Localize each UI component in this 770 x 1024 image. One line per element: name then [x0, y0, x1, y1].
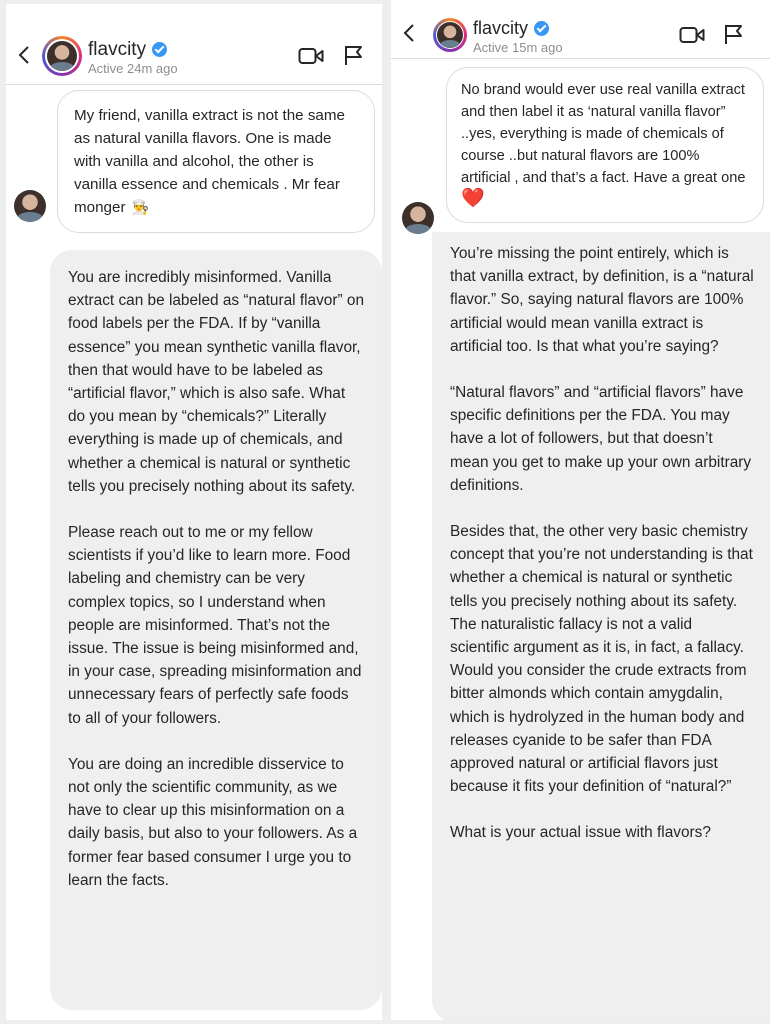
avatar — [47, 41, 77, 71]
received-message-bubble[interactable] — [446, 67, 764, 223]
story-ring[interactable] — [42, 36, 82, 76]
sent-paragraph: What is your actual issue with flavors? — [450, 824, 711, 842]
sent-paragraph: You are doing an incredible disservice to not only the scientific community, as we have to clear up this misinformation on a daily basis, but also to your followers. As a former fear based consumer I urge you to learn the facts. — [68, 755, 358, 889]
report-flag-icon[interactable] — [721, 23, 747, 45]
chef-emoji-icon: 👨‍🍳 — [131, 199, 150, 215]
username-text: flavcity — [473, 18, 529, 38]
sent-paragraph: “Natural flavors” and “artificial flavors” have specific definitions per the FDA. You may have a lot of followers, but that doesn’t mean you get to make up your own arbitrary definitions. — [450, 384, 752, 494]
back-chevron-icon[interactable] — [399, 22, 421, 44]
story-ring[interactable] — [433, 18, 467, 52]
right-chat-header — [391, 0, 770, 59]
right-conversation-panel — [391, 0, 770, 1020]
left-chat-header — [6, 4, 382, 85]
verified-badge-icon — [152, 42, 167, 57]
active-status: Active 24m ago — [88, 61, 178, 76]
verified-badge-icon — [534, 21, 549, 36]
avatar — [437, 22, 463, 48]
sent-paragraph: Besides that, the other very basic chemistry concept that you’re not understanding is that whether a chemical is natural or synthetic tells you precisely nothing about its safety. The naturalistic fallacy is not a valid scientific argument as it is, in fact, a fallacy. Would you consider the crude extracts from bitter almonds which contain amygdalin, which is hydrolyzed in the human body and releases cyanide to be safer than FDA approved natural or artificial flavors just because it fits your definition of “natural?” — [450, 523, 753, 796]
video-call-icon[interactable] — [298, 45, 324, 67]
received-message-text: No brand would ever use real vanilla extract and then label it as ‘natural vanilla flavor” ..yes, everything is made of chemicals of course ..but natural flavors are 100% artificial , and that’s a fact. Have a great one — [461, 82, 746, 186]
username-text: flavcity — [88, 39, 147, 60]
received-message-text: My friend, vanilla extract is not the same as natural vanilla flavors. One is made with vanilla and alcohol, the other is vanilla essence and chemicals . Mr fear monger — [74, 107, 345, 216]
active-status: Active 15m ago — [473, 40, 563, 55]
sent-paragraph: You’re missing the point entirely, which is that vanilla extract, by definition, is a “natural flavor.” So, saying natural flavors are 100% artificial would mean vanilla extract is artificial too. Is that what you’re saying? — [450, 245, 754, 355]
back-chevron-icon[interactable] — [14, 44, 36, 66]
sent-paragraph: Please reach out to me or my fellow scientists if you’d like to learn more. Food labeling and chemistry can be very complex topics, so I understand when people are misinformed. That’s not the issue. The issue is being misinformed and, in your case, spreading misinformation and unnecessary fears of perfectly safe foods to all of your followers. — [68, 524, 362, 727]
video-call-icon[interactable] — [679, 24, 705, 46]
username-title[interactable] — [88, 39, 167, 61]
username-title[interactable] — [473, 18, 549, 39]
heart-emoji-icon: ❤️ — [461, 188, 485, 209]
sent-message-bubble[interactable] — [50, 250, 382, 1010]
sender-avatar[interactable] — [402, 202, 434, 234]
received-message-bubble[interactable] — [57, 90, 375, 233]
sent-message-bubble[interactable] — [432, 232, 770, 1020]
sent-paragraph: You are incredibly misinformed. Vanilla extract can be labeled as “natural flavor” on food labels per the FDA. If by “vanilla essence” you mean synthetic vanilla flavor, then that would have to be labeled as “artificial flavor,” which is also safe. What do you mean by “chemicals?” Literally everything is made up of chemicals, and whether a chemical is natural or synthetic tells you precisely nothing about its safety. — [68, 269, 365, 495]
sender-avatar[interactable] — [14, 190, 46, 222]
report-flag-icon[interactable] — [341, 44, 367, 66]
left-conversation-panel — [6, 4, 382, 1020]
